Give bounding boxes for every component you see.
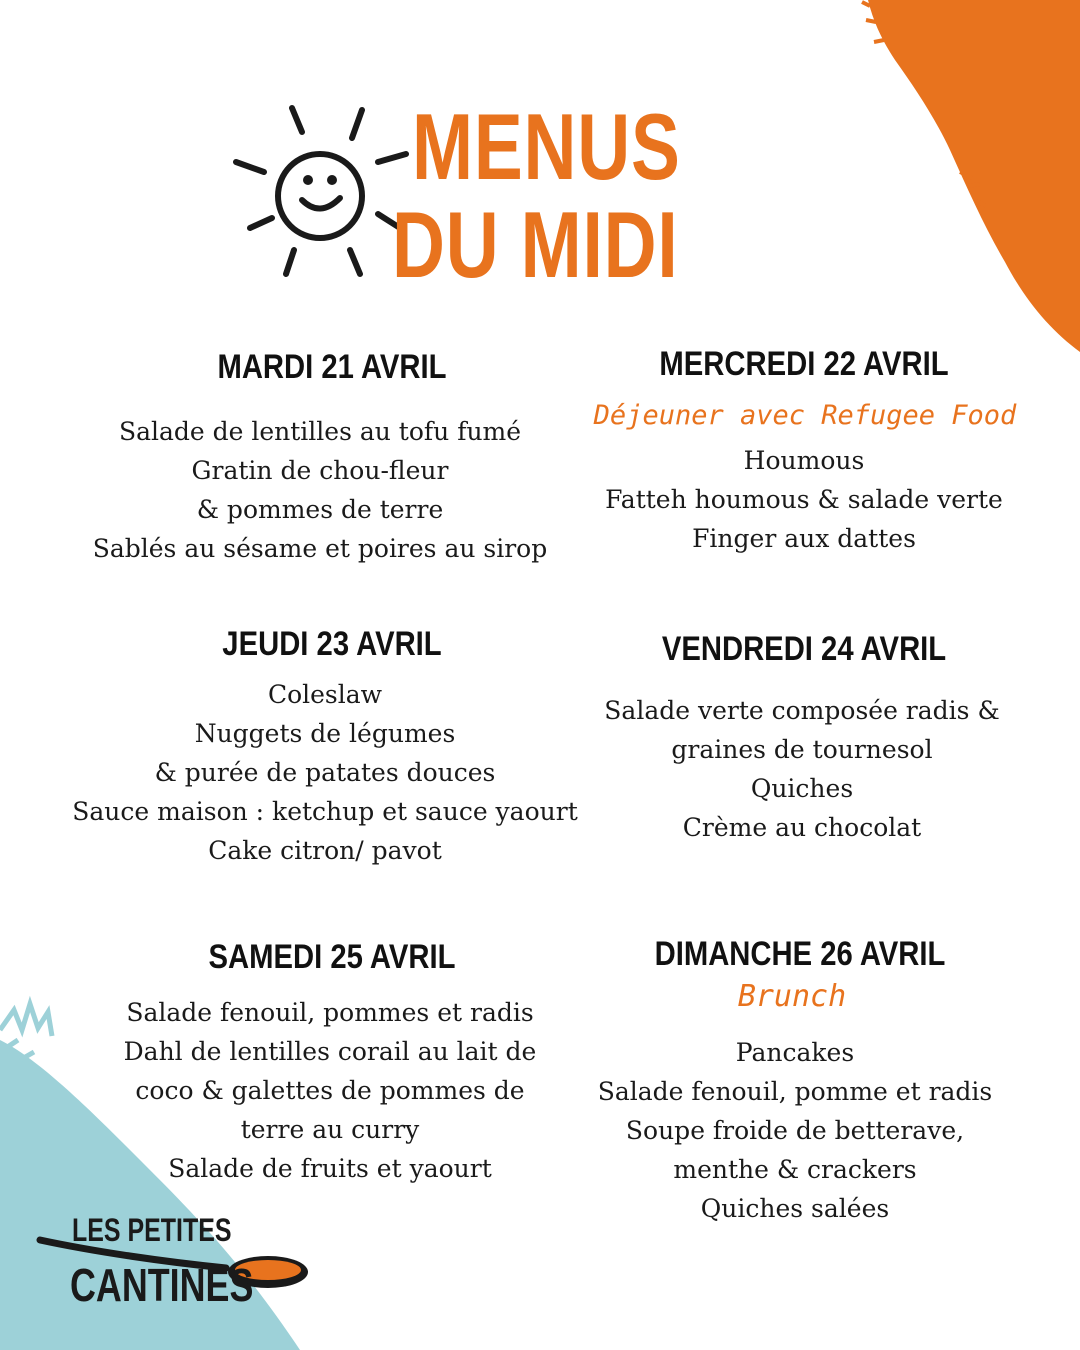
menu-item: Gratin de chou-fleur bbox=[191, 456, 449, 485]
menu-item: Sablés au sésame et poires au sirop bbox=[92, 534, 548, 563]
menu-item: Crème au chocolat bbox=[682, 813, 922, 842]
menu-item: Quiches salées bbox=[700, 1194, 890, 1223]
menu-item: & purée de patates douces bbox=[154, 758, 496, 787]
menu-item: & pommes de terre bbox=[196, 495, 444, 524]
menu-item: Houmous bbox=[743, 446, 865, 475]
menu-item: coco & galettes de pommes de bbox=[135, 1076, 525, 1105]
day-heading-vendredi: VENDREDI 24 AVRIL bbox=[661, 630, 947, 668]
title-line-2: DU MIDI bbox=[392, 192, 679, 297]
menu-item: Sauce maison : ketchup et sauce yaourt bbox=[72, 797, 578, 826]
logo-line-1: LES PETITES bbox=[72, 1212, 232, 1248]
day-heading-mercredi: MERCREDI 22 AVRIL bbox=[659, 345, 949, 383]
menu-list-samedi bbox=[70, 993, 590, 1188]
menu-item: Pancakes bbox=[735, 1038, 855, 1067]
menu-item: graines de tournesol bbox=[671, 735, 933, 764]
menu-item: menthe & crackers bbox=[673, 1155, 917, 1184]
menu-list-dimanche bbox=[545, 1033, 1045, 1228]
smiling-sun-icon bbox=[232, 100, 412, 280]
day-subtitle-mercredi: Déjeuner avec Refugee Food bbox=[593, 400, 1017, 431]
menu-list-vendredi bbox=[552, 691, 1052, 847]
menu-item: Cake citron/ pavot bbox=[208, 836, 442, 865]
menu-list-jeudi bbox=[40, 675, 610, 870]
menu-item: Soupe froide de betterave, bbox=[625, 1116, 965, 1145]
menu-item: Dahl de lentilles corail au lait de bbox=[123, 1037, 537, 1066]
menu-item: Fatteh houmous & salade verte bbox=[605, 485, 1003, 514]
menu-item: terre au curry bbox=[240, 1115, 420, 1144]
menu-item: Salade verte composée radis & bbox=[604, 696, 1000, 725]
menu-item: Coleslaw bbox=[267, 680, 383, 709]
menu-item: Salade de lentilles au tofu fumé bbox=[118, 417, 522, 446]
title-line-1: MENUS bbox=[412, 94, 681, 199]
menu-item: Salade fenouil, pommes et radis bbox=[126, 998, 534, 1027]
menu-list-mercredi bbox=[554, 441, 1054, 558]
menu-item: Salade fenouil, pomme et radis bbox=[597, 1077, 993, 1106]
day-heading-dimanche: DIMANCHE 26 AVRIL bbox=[654, 935, 946, 973]
day-heading-mardi: MARDI 21 AVRIL bbox=[217, 348, 447, 386]
menu-list-mardi bbox=[60, 412, 580, 568]
logo-line-2: CANTINES bbox=[70, 1259, 254, 1311]
day-heading-samedi: SAMEDI 25 AVRIL bbox=[208, 938, 456, 976]
menu-item: Finger aux dattes bbox=[692, 524, 916, 553]
menu-item: Nuggets de légumes bbox=[194, 719, 456, 748]
menu-item: Quiches bbox=[750, 774, 854, 803]
day-heading-jeudi: JEUDI 23 AVRIL bbox=[222, 625, 442, 663]
day-subtitle-dimanche: Brunch bbox=[737, 979, 847, 1014]
menu-item: Salade de fruits et yaourt bbox=[168, 1154, 492, 1183]
